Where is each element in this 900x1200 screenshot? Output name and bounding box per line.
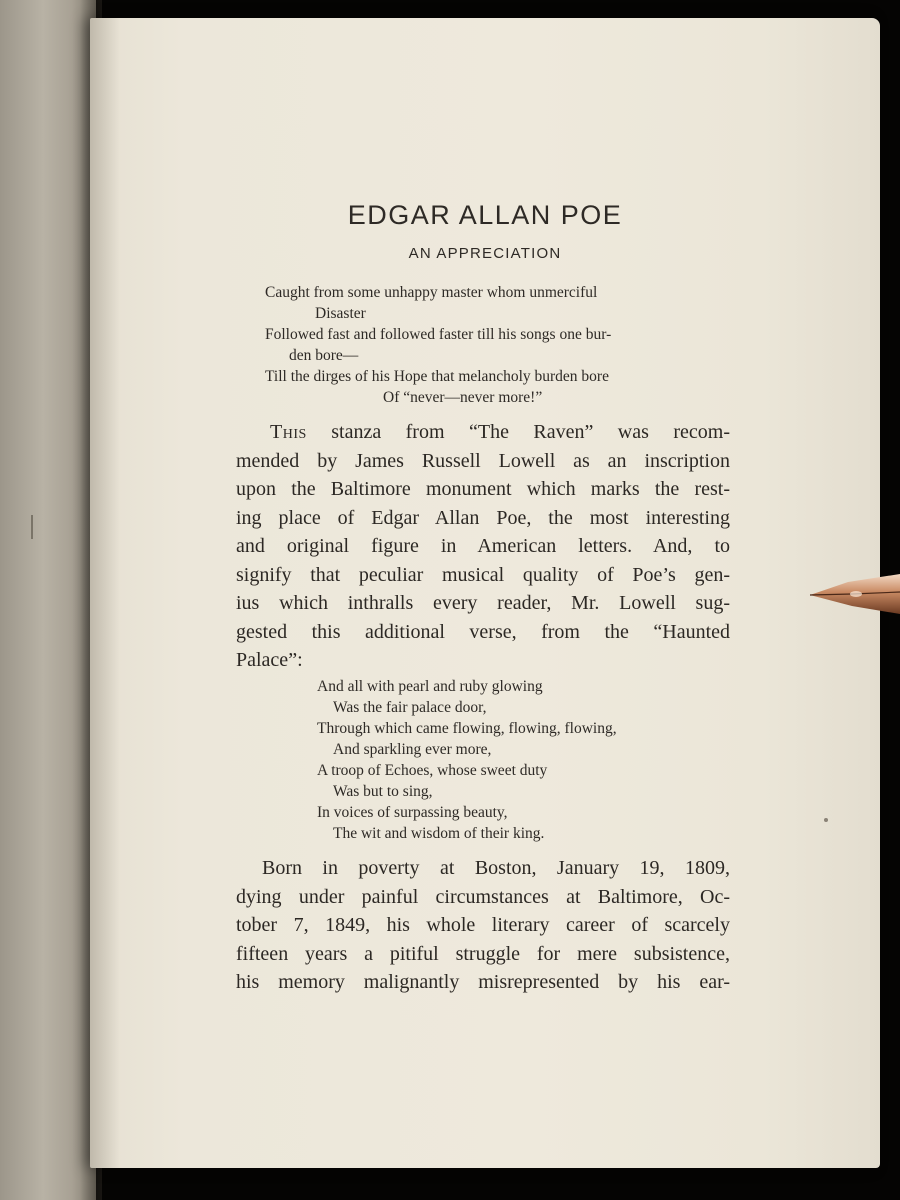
paragraph-line: Palace”: [236,649,303,671]
paragraph-line: gested this additional verse, from the “Haunted [236,620,730,643]
verse-line: Was but to sing, [333,783,433,800]
paragraph-line: signify that peculiar musical quality of Poe’s gen- [236,563,730,586]
verse-line: And sparkling ever more, [333,741,492,758]
verse-line: A troop of Echoes, whose sweet duty [317,762,548,779]
paper-speck [824,818,828,822]
paragraph-line: ius which inthralls every reader, Mr. Lowell sug- [236,592,730,614]
epigraph-line: Till the dirges of his Hope that melancholy burden bore [265,368,609,385]
epigraph-line: Disaster [315,305,366,322]
page-mark [31,515,33,539]
paragraph-raven [236,418,730,675]
epigraph-line: Followed fast and followed faster till his songs one bur- [265,326,612,343]
epigraph-line: Caught from some unhappy master whom unmerciful [265,284,598,301]
gutter-shade [90,18,120,1168]
pen-nib-icon [808,568,900,616]
verse-line: And all with pearl and ruby glowing [317,678,543,695]
epigraph-line: Of “never—never more!” [383,389,543,406]
haunted-palace-verse [317,676,717,844]
verse-line: Through which came flowing, flowing, flowing, [317,720,617,737]
paragraph-line: and original figure in American letters. And, to [236,535,730,557]
verse-line: Was the fair palace door, [333,699,487,716]
paragraph-line: tober 7, 1849, his whole literary career of scarcely [236,914,730,936]
paragraph-line: ing place of Edgar Allan Poe, the most interesting [236,506,730,529]
paragraph-line: his memory malignantly misrepresented by his ear- [236,971,730,993]
page-title: EDGAR ALLAN POE [347,200,623,230]
page-subtitle: AN APPRECIATION [408,245,562,262]
paragraph-line: mended by James Russell Lowell as an inscription [236,449,730,472]
verse-line: In voices of surpassing beauty, [317,804,508,821]
paragraph-line: upon the Baltimore monument which marks the rest- [236,478,730,500]
paragraph-line: fifteen years a pitiful struggle for mere subsistence, [236,942,730,965]
paragraph-line: dying under painful circumstances at Baltimore, Oc- [236,885,730,908]
verse-line: The wit and wisdom of their king. [333,825,545,842]
lead-word: This [270,421,307,443]
paragraph-line: Born in poverty at Boston, January 19, 1809, [262,857,730,879]
epigraph-stanza [265,282,715,408]
paragraph-biography [236,854,730,997]
paragraph-line [236,418,730,447]
paragraph-text: stanza from “The Raven” was recom- [306,421,730,443]
epigraph-line: den bore— [289,347,359,364]
